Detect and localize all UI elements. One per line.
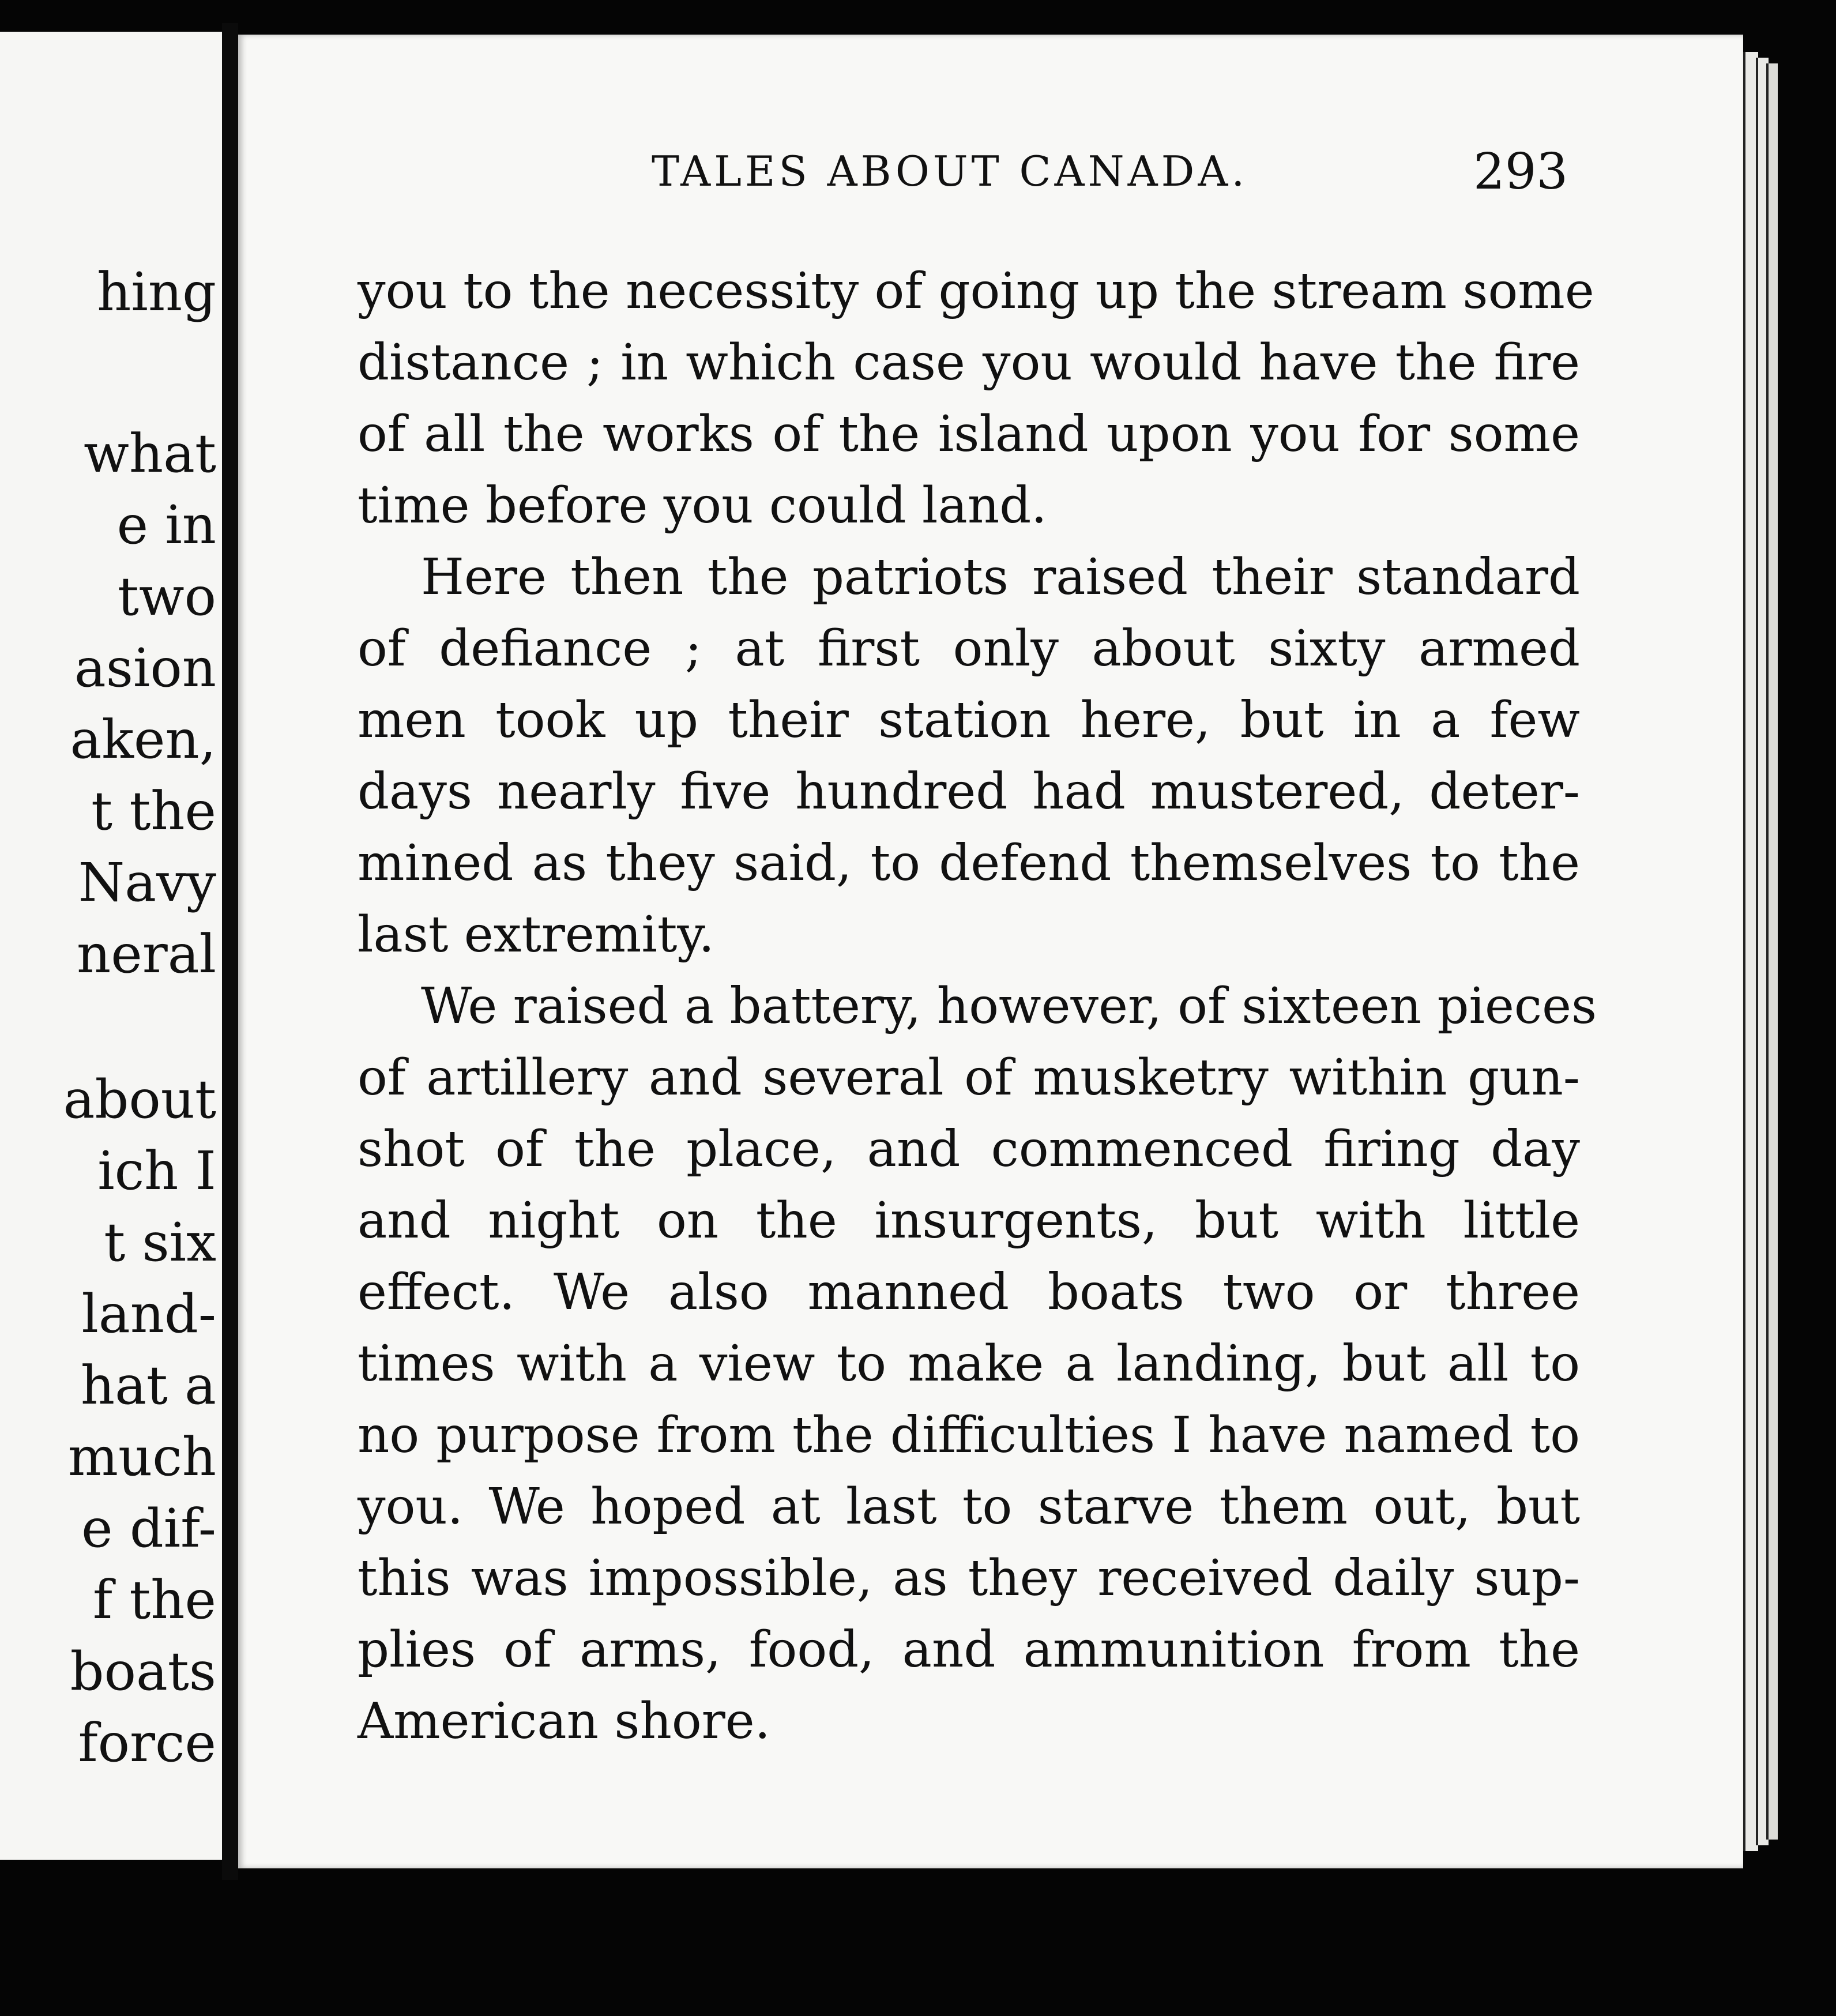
left-page-line: about	[63, 1069, 216, 1130]
text-line: American shore.	[358, 1692, 770, 1750]
text-line: effect. We also manned boats two or three	[358, 1263, 1580, 1321]
text-line: mined as they said, to defend themselves to the	[358, 834, 1580, 892]
left-page-line: two	[117, 566, 216, 627]
left-page-line: much	[67, 1426, 216, 1488]
left-page-line: boats	[70, 1641, 216, 1702]
left-page-line: t six	[104, 1212, 216, 1273]
running-head: TALES ABOUT CANADA.	[652, 147, 1248, 195]
left-page-line: t the	[91, 780, 216, 842]
left-page-line: ich I	[97, 1140, 216, 1202]
left-page-line: e in	[116, 494, 216, 556]
left-page-line: hat a	[80, 1355, 216, 1416]
left-page-line: force	[78, 1712, 216, 1774]
left-page-line: land-	[81, 1283, 216, 1345]
left-page-line: Navy	[78, 852, 216, 913]
text-line: you to the necessity of going up the stream some	[358, 262, 1594, 320]
text-line: Here then the patriots raised their standard	[421, 548, 1580, 606]
text-line: times with a view to make a landing, but all to	[358, 1335, 1580, 1393]
text-line: We raised a battery, however, of sixteen pieces	[421, 977, 1597, 1035]
text-line: of all the works of the island upon you for some	[358, 405, 1580, 463]
page-edge	[1766, 63, 1778, 1840]
text-line: you. We hoped at last to starve them out, but	[358, 1478, 1580, 1536]
left-page-line: what	[84, 423, 216, 484]
text-line: days nearly five hundred had mustered, deter-	[358, 763, 1580, 821]
text-line: last extremity.	[358, 906, 714, 964]
text-line: distance ; in which case you would have the fire	[358, 334, 1580, 392]
text-line: men took up their station here, but in a few	[358, 691, 1580, 749]
left-page-line: aken,	[70, 709, 216, 770]
body-text	[358, 255, 1597, 1757]
text-line: plies of arms, food, and ammunition from the	[358, 1621, 1580, 1679]
book-gutter	[222, 23, 238, 1880]
text-line: of defiance ; at first only about sixty armed	[358, 620, 1580, 678]
text-line: shot of the place, and commenced firing day	[358, 1120, 1580, 1178]
left-page-line: neral	[77, 923, 216, 985]
text-line: of artillery and several of musketry within gun-	[358, 1049, 1580, 1107]
text-line: this was impossible, as they received daily sup-	[358, 1549, 1580, 1607]
left-page-line: e dif-	[81, 1498, 216, 1559]
left-page-line: f the	[93, 1569, 216, 1631]
left-page-line: asion	[74, 637, 216, 699]
text-line: no purpose from the difficulties I have named to	[358, 1406, 1580, 1464]
left-page-line: hing	[97, 261, 216, 323]
left-page	[0, 32, 222, 1860]
page-number: 293	[1473, 143, 1568, 201]
text-line: and night on the insurgents, but with little	[358, 1192, 1580, 1250]
text-line: time before you could land.	[358, 477, 1047, 535]
